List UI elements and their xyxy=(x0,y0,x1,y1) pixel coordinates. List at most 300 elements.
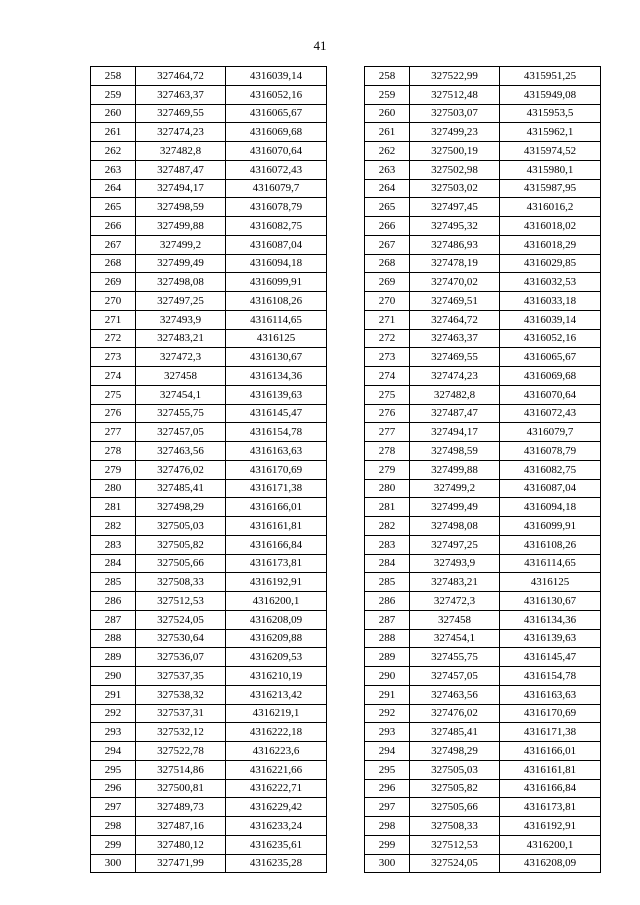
point-number-cell: 258 xyxy=(91,67,136,86)
x-coordinate-cell: 327493,9 xyxy=(410,554,500,573)
point-number-cell: 287 xyxy=(91,610,136,629)
y-coordinate-cell: 4316161,81 xyxy=(500,760,601,779)
table-row xyxy=(91,573,327,592)
x-coordinate-cell: 327486,93 xyxy=(410,235,500,254)
table-row xyxy=(91,348,327,367)
table-row xyxy=(91,517,327,536)
table-row xyxy=(91,610,327,629)
point-number-cell: 296 xyxy=(365,779,410,798)
x-coordinate-cell: 327499,2 xyxy=(410,479,500,498)
table-row xyxy=(91,123,327,142)
table-row xyxy=(365,554,601,573)
point-number-cell: 263 xyxy=(365,160,410,179)
point-number-cell: 297 xyxy=(91,798,136,817)
y-coordinate-cell: 4316082,75 xyxy=(500,460,601,479)
x-coordinate-cell: 327457,05 xyxy=(410,667,500,686)
x-coordinate-cell: 327537,31 xyxy=(136,704,226,723)
table-row xyxy=(91,592,327,611)
table-row xyxy=(91,404,327,423)
table-row xyxy=(365,685,601,704)
coordinates-table-body xyxy=(91,67,327,873)
x-coordinate-cell: 327485,41 xyxy=(136,479,226,498)
point-number-cell: 277 xyxy=(91,423,136,442)
x-coordinate-cell: 327538,32 xyxy=(136,685,226,704)
x-coordinate-cell: 327454,1 xyxy=(136,385,226,404)
y-coordinate-cell: 4316166,84 xyxy=(226,535,327,554)
table-row xyxy=(365,798,601,817)
x-coordinate-cell: 327470,02 xyxy=(410,273,500,292)
x-coordinate-cell: 327512,48 xyxy=(410,85,500,104)
x-coordinate-cell: 327524,05 xyxy=(136,610,226,629)
point-number-cell: 266 xyxy=(365,217,410,236)
y-coordinate-cell: 4316222,71 xyxy=(226,779,327,798)
table-row xyxy=(365,460,601,479)
x-coordinate-cell: 327487,16 xyxy=(136,817,226,836)
x-coordinate-cell: 327536,07 xyxy=(136,648,226,667)
y-coordinate-cell: 4316222,18 xyxy=(226,723,327,742)
x-coordinate-cell: 327500,81 xyxy=(136,779,226,798)
x-coordinate-cell: 327463,56 xyxy=(136,442,226,461)
y-coordinate-cell: 4316125 xyxy=(226,329,327,348)
y-coordinate-cell: 4316072,43 xyxy=(226,160,327,179)
table-row xyxy=(91,535,327,554)
point-number-cell: 262 xyxy=(91,142,136,161)
table-row xyxy=(365,367,601,386)
coordinates-table-left xyxy=(90,66,327,873)
table-row xyxy=(365,385,601,404)
table-row xyxy=(365,160,601,179)
x-coordinate-cell: 327505,03 xyxy=(410,760,500,779)
point-number-cell: 273 xyxy=(91,348,136,367)
point-number-cell: 258 xyxy=(365,67,410,86)
y-coordinate-cell: 4316134,36 xyxy=(226,367,327,386)
y-coordinate-cell: 4316170,69 xyxy=(226,460,327,479)
table-row xyxy=(365,254,601,273)
y-coordinate-cell: 4316171,38 xyxy=(226,479,327,498)
table-row xyxy=(365,648,601,667)
point-number-cell: 271 xyxy=(91,310,136,329)
x-coordinate-cell: 327497,25 xyxy=(136,292,226,311)
y-coordinate-cell: 4316094,18 xyxy=(500,498,601,517)
table-row xyxy=(365,479,601,498)
table-row xyxy=(91,160,327,179)
table-row xyxy=(365,592,601,611)
y-coordinate-cell: 4316208,09 xyxy=(500,854,601,873)
table-row xyxy=(365,442,601,461)
coordinates-table-right xyxy=(364,66,601,873)
x-coordinate-cell: 327474,23 xyxy=(136,123,226,142)
point-number-cell: 295 xyxy=(365,760,410,779)
y-coordinate-cell: 4316154,78 xyxy=(226,423,327,442)
table-row xyxy=(91,67,327,86)
point-number-cell: 278 xyxy=(365,442,410,461)
x-coordinate-cell: 327498,59 xyxy=(410,442,500,461)
x-coordinate-cell: 327482,8 xyxy=(136,142,226,161)
x-coordinate-cell: 327532,12 xyxy=(136,723,226,742)
x-coordinate-cell: 327480,12 xyxy=(136,835,226,854)
point-number-cell: 290 xyxy=(365,667,410,686)
table-row xyxy=(365,85,601,104)
y-coordinate-cell: 4316108,26 xyxy=(500,535,601,554)
table-row xyxy=(91,498,327,517)
x-coordinate-cell: 327499,88 xyxy=(136,217,226,236)
point-number-cell: 276 xyxy=(365,404,410,423)
table-row xyxy=(365,348,601,367)
point-number-cell: 270 xyxy=(365,292,410,311)
table-row xyxy=(365,104,601,123)
y-coordinate-cell: 4316145,47 xyxy=(226,404,327,423)
point-number-cell: 262 xyxy=(365,142,410,161)
point-number-cell: 266 xyxy=(91,217,136,236)
table-row xyxy=(365,817,601,836)
y-coordinate-cell: 4316161,81 xyxy=(226,517,327,536)
point-number-cell: 300 xyxy=(91,854,136,873)
y-coordinate-cell: 4316087,04 xyxy=(226,235,327,254)
point-number-cell: 293 xyxy=(91,723,136,742)
x-coordinate-cell: 327464,72 xyxy=(136,67,226,86)
point-number-cell: 277 xyxy=(365,423,410,442)
point-number-cell: 295 xyxy=(91,760,136,779)
table-row xyxy=(91,273,327,292)
point-number-cell: 284 xyxy=(91,554,136,573)
point-number-cell: 291 xyxy=(365,685,410,704)
x-coordinate-cell: 327493,9 xyxy=(136,310,226,329)
x-coordinate-cell: 327498,59 xyxy=(136,198,226,217)
x-coordinate-cell: 327499,2 xyxy=(136,235,226,254)
table-row xyxy=(91,835,327,854)
x-coordinate-cell: 327498,08 xyxy=(410,517,500,536)
table-row xyxy=(365,292,601,311)
point-number-cell: 270 xyxy=(91,292,136,311)
point-number-cell: 281 xyxy=(365,498,410,517)
y-coordinate-cell: 4316235,28 xyxy=(226,854,327,873)
point-number-cell: 284 xyxy=(365,554,410,573)
x-coordinate-cell: 327457,05 xyxy=(136,423,226,442)
table-row xyxy=(365,723,601,742)
point-number-cell: 267 xyxy=(91,235,136,254)
x-coordinate-cell: 327474,23 xyxy=(410,367,500,386)
table-row xyxy=(91,760,327,779)
y-coordinate-cell: 4316125 xyxy=(500,573,601,592)
point-number-cell: 275 xyxy=(91,385,136,404)
x-coordinate-cell: 327499,49 xyxy=(136,254,226,273)
table-row xyxy=(365,404,601,423)
x-coordinate-cell: 327505,82 xyxy=(136,535,226,554)
y-coordinate-cell: 4315987,95 xyxy=(500,179,601,198)
x-coordinate-cell: 327505,66 xyxy=(136,554,226,573)
coordinates-table-body xyxy=(365,67,601,873)
table-row xyxy=(91,629,327,648)
x-coordinate-cell: 327464,72 xyxy=(410,310,500,329)
point-number-cell: 291 xyxy=(91,685,136,704)
x-coordinate-cell: 327494,17 xyxy=(136,179,226,198)
point-number-cell: 272 xyxy=(91,329,136,348)
x-coordinate-cell: 327483,21 xyxy=(136,329,226,348)
page-number: 41 xyxy=(313,38,327,53)
table-row xyxy=(91,85,327,104)
y-coordinate-cell: 4316029,85 xyxy=(500,254,601,273)
table-row xyxy=(365,142,601,161)
point-number-cell: 288 xyxy=(365,629,410,648)
x-coordinate-cell: 327500,19 xyxy=(410,142,500,161)
y-coordinate-cell: 4316018,29 xyxy=(500,235,601,254)
y-coordinate-cell: 4315949,08 xyxy=(500,85,601,104)
point-number-cell: 289 xyxy=(365,648,410,667)
point-number-cell: 292 xyxy=(91,704,136,723)
y-coordinate-cell: 4315962,1 xyxy=(500,123,601,142)
point-number-cell: 269 xyxy=(91,273,136,292)
table-row xyxy=(365,67,601,86)
point-number-cell: 294 xyxy=(365,742,410,761)
point-number-cell: 298 xyxy=(365,817,410,836)
table-row xyxy=(91,685,327,704)
table-row xyxy=(91,704,327,723)
y-coordinate-cell: 4316209,53 xyxy=(226,648,327,667)
table-row xyxy=(91,723,327,742)
table-row xyxy=(91,460,327,479)
table-row xyxy=(91,479,327,498)
y-coordinate-cell: 4316069,68 xyxy=(226,123,327,142)
table-row xyxy=(365,217,601,236)
x-coordinate-cell: 327498,08 xyxy=(136,273,226,292)
point-number-cell: 294 xyxy=(91,742,136,761)
y-coordinate-cell: 4316052,16 xyxy=(500,329,601,348)
y-coordinate-cell: 4316208,09 xyxy=(226,610,327,629)
x-coordinate-cell: 327502,98 xyxy=(410,160,500,179)
table-row xyxy=(365,704,601,723)
x-coordinate-cell: 327530,64 xyxy=(136,629,226,648)
table-row xyxy=(365,517,601,536)
point-number-cell: 287 xyxy=(365,610,410,629)
y-coordinate-cell: 4316039,14 xyxy=(500,310,601,329)
y-coordinate-cell: 4316072,43 xyxy=(500,404,601,423)
point-number-cell: 283 xyxy=(91,535,136,554)
point-number-cell: 297 xyxy=(365,798,410,817)
x-coordinate-cell: 327522,78 xyxy=(136,742,226,761)
y-coordinate-cell: 4316070,64 xyxy=(226,142,327,161)
y-coordinate-cell: 4316173,81 xyxy=(500,798,601,817)
point-number-cell: 279 xyxy=(365,460,410,479)
point-number-cell: 261 xyxy=(91,123,136,142)
point-number-cell: 264 xyxy=(365,179,410,198)
y-coordinate-cell: 4316166,01 xyxy=(226,498,327,517)
x-coordinate-cell: 327537,35 xyxy=(136,667,226,686)
point-number-cell: 263 xyxy=(91,160,136,179)
table-row xyxy=(91,742,327,761)
x-coordinate-cell: 327524,05 xyxy=(410,854,500,873)
table-row xyxy=(365,498,601,517)
y-coordinate-cell: 4316170,69 xyxy=(500,704,601,723)
table-row xyxy=(91,423,327,442)
x-coordinate-cell: 327514,86 xyxy=(136,760,226,779)
x-coordinate-cell: 327494,17 xyxy=(410,423,500,442)
x-coordinate-cell: 327497,25 xyxy=(410,535,500,554)
point-number-cell: 268 xyxy=(91,254,136,273)
table-row xyxy=(91,254,327,273)
table-row xyxy=(365,310,601,329)
y-coordinate-cell: 4316229,42 xyxy=(226,798,327,817)
x-coordinate-cell: 327508,33 xyxy=(410,817,500,836)
x-coordinate-cell: 327499,23 xyxy=(410,123,500,142)
y-coordinate-cell: 4316139,63 xyxy=(226,385,327,404)
y-coordinate-cell: 4316130,67 xyxy=(500,592,601,611)
x-coordinate-cell: 327472,3 xyxy=(410,592,500,611)
y-coordinate-cell: 4316200,1 xyxy=(226,592,327,611)
point-number-cell: 296 xyxy=(91,779,136,798)
point-number-cell: 265 xyxy=(91,198,136,217)
point-number-cell: 286 xyxy=(91,592,136,611)
x-coordinate-cell: 327476,02 xyxy=(410,704,500,723)
y-coordinate-cell: 4316233,24 xyxy=(226,817,327,836)
y-coordinate-cell: 4316069,68 xyxy=(500,367,601,386)
y-coordinate-cell: 4316079,7 xyxy=(500,423,601,442)
y-coordinate-cell: 4316200,1 xyxy=(500,835,601,854)
y-coordinate-cell: 4316213,42 xyxy=(226,685,327,704)
y-coordinate-cell: 4315951,25 xyxy=(500,67,601,86)
y-coordinate-cell: 4316154,78 xyxy=(500,667,601,686)
y-coordinate-cell: 4316134,36 xyxy=(500,610,601,629)
y-coordinate-cell: 4316087,04 xyxy=(500,479,601,498)
table-row xyxy=(91,329,327,348)
x-coordinate-cell: 327483,21 xyxy=(410,573,500,592)
x-coordinate-cell: 327476,02 xyxy=(136,460,226,479)
table-row xyxy=(365,629,601,648)
table-row xyxy=(365,573,601,592)
y-coordinate-cell: 4316094,18 xyxy=(226,254,327,273)
y-coordinate-cell: 4316223,6 xyxy=(226,742,327,761)
point-number-cell: 286 xyxy=(365,592,410,611)
table-row xyxy=(91,198,327,217)
table-row xyxy=(91,442,327,461)
y-coordinate-cell: 4316192,91 xyxy=(226,573,327,592)
y-coordinate-cell: 4316082,75 xyxy=(226,217,327,236)
y-coordinate-cell: 4316210,19 xyxy=(226,667,327,686)
table-row xyxy=(365,179,601,198)
table-row xyxy=(91,292,327,311)
x-coordinate-cell: 327482,8 xyxy=(410,385,500,404)
table-row xyxy=(365,423,601,442)
y-coordinate-cell: 4316039,14 xyxy=(226,67,327,86)
y-coordinate-cell: 4316166,84 xyxy=(500,779,601,798)
y-coordinate-cell: 4316163,63 xyxy=(226,442,327,461)
x-coordinate-cell: 327458 xyxy=(136,367,226,386)
point-number-cell: 281 xyxy=(91,498,136,517)
y-coordinate-cell: 4316065,67 xyxy=(226,104,327,123)
table-row xyxy=(365,329,601,348)
x-coordinate-cell: 327463,56 xyxy=(410,685,500,704)
point-number-cell: 269 xyxy=(365,273,410,292)
x-coordinate-cell: 327471,99 xyxy=(136,854,226,873)
y-coordinate-cell: 4316209,88 xyxy=(226,629,327,648)
table-row xyxy=(91,854,327,873)
table-row xyxy=(91,667,327,686)
x-coordinate-cell: 327505,03 xyxy=(136,517,226,536)
point-number-cell: 292 xyxy=(365,704,410,723)
x-coordinate-cell: 327503,07 xyxy=(410,104,500,123)
point-number-cell: 300 xyxy=(365,854,410,873)
point-number-cell: 293 xyxy=(365,723,410,742)
table-row xyxy=(365,835,601,854)
y-coordinate-cell: 4316070,64 xyxy=(500,385,601,404)
point-number-cell: 299 xyxy=(365,835,410,854)
table-row xyxy=(365,779,601,798)
x-coordinate-cell: 327512,53 xyxy=(410,835,500,854)
x-coordinate-cell: 327489,73 xyxy=(136,798,226,817)
y-coordinate-cell: 4316032,53 xyxy=(500,273,601,292)
x-coordinate-cell: 327508,33 xyxy=(136,573,226,592)
point-number-cell: 259 xyxy=(91,85,136,104)
y-coordinate-cell: 4316065,67 xyxy=(500,348,601,367)
table-row xyxy=(91,554,327,573)
point-number-cell: 260 xyxy=(365,104,410,123)
point-number-cell: 280 xyxy=(365,479,410,498)
x-coordinate-cell: 327505,66 xyxy=(410,798,500,817)
table-row xyxy=(365,535,601,554)
y-coordinate-cell: 4316018,02 xyxy=(500,217,601,236)
table-row xyxy=(365,610,601,629)
table-row xyxy=(91,367,327,386)
table-row xyxy=(91,235,327,254)
point-number-cell: 271 xyxy=(365,310,410,329)
y-coordinate-cell: 4316221,66 xyxy=(226,760,327,779)
x-coordinate-cell: 327469,51 xyxy=(410,292,500,311)
y-coordinate-cell: 4316114,65 xyxy=(226,310,327,329)
x-coordinate-cell: 327455,75 xyxy=(410,648,500,667)
x-coordinate-cell: 327495,32 xyxy=(410,217,500,236)
x-coordinate-cell: 327487,47 xyxy=(410,404,500,423)
y-coordinate-cell: 4316033,18 xyxy=(500,292,601,311)
y-coordinate-cell: 4315980,1 xyxy=(500,160,601,179)
point-number-cell: 267 xyxy=(365,235,410,254)
x-coordinate-cell: 327503,02 xyxy=(410,179,500,198)
y-coordinate-cell: 4316235,61 xyxy=(226,835,327,854)
y-coordinate-cell: 4316219,1 xyxy=(226,704,327,723)
y-coordinate-cell: 4316166,01 xyxy=(500,742,601,761)
y-coordinate-cell: 4316192,91 xyxy=(500,817,601,836)
table-row xyxy=(365,742,601,761)
point-number-cell: 274 xyxy=(91,367,136,386)
y-coordinate-cell: 4316078,79 xyxy=(500,442,601,461)
x-coordinate-cell: 327505,82 xyxy=(410,779,500,798)
x-coordinate-cell: 327487,47 xyxy=(136,160,226,179)
x-coordinate-cell: 327522,99 xyxy=(410,67,500,86)
point-number-cell: 298 xyxy=(91,817,136,836)
point-number-cell: 282 xyxy=(365,517,410,536)
table-row xyxy=(91,104,327,123)
y-coordinate-cell: 4316173,81 xyxy=(226,554,327,573)
point-number-cell: 264 xyxy=(91,179,136,198)
y-coordinate-cell: 4316163,63 xyxy=(500,685,601,704)
x-coordinate-cell: 327499,49 xyxy=(410,498,500,517)
y-coordinate-cell: 4316079,7 xyxy=(226,179,327,198)
y-coordinate-cell: 4316108,26 xyxy=(226,292,327,311)
point-number-cell: 276 xyxy=(91,404,136,423)
point-number-cell: 272 xyxy=(365,329,410,348)
y-coordinate-cell: 4316099,91 xyxy=(500,517,601,536)
table-row xyxy=(91,310,327,329)
x-coordinate-cell: 327478,19 xyxy=(410,254,500,273)
x-coordinate-cell: 327463,37 xyxy=(136,85,226,104)
y-coordinate-cell: 4316130,67 xyxy=(226,348,327,367)
y-coordinate-cell: 4316078,79 xyxy=(226,198,327,217)
y-coordinate-cell: 4316099,91 xyxy=(226,273,327,292)
point-number-cell: 273 xyxy=(365,348,410,367)
x-coordinate-cell: 327512,53 xyxy=(136,592,226,611)
x-coordinate-cell: 327498,29 xyxy=(136,498,226,517)
table-row xyxy=(91,385,327,404)
table-row xyxy=(91,798,327,817)
x-coordinate-cell: 327499,88 xyxy=(410,460,500,479)
